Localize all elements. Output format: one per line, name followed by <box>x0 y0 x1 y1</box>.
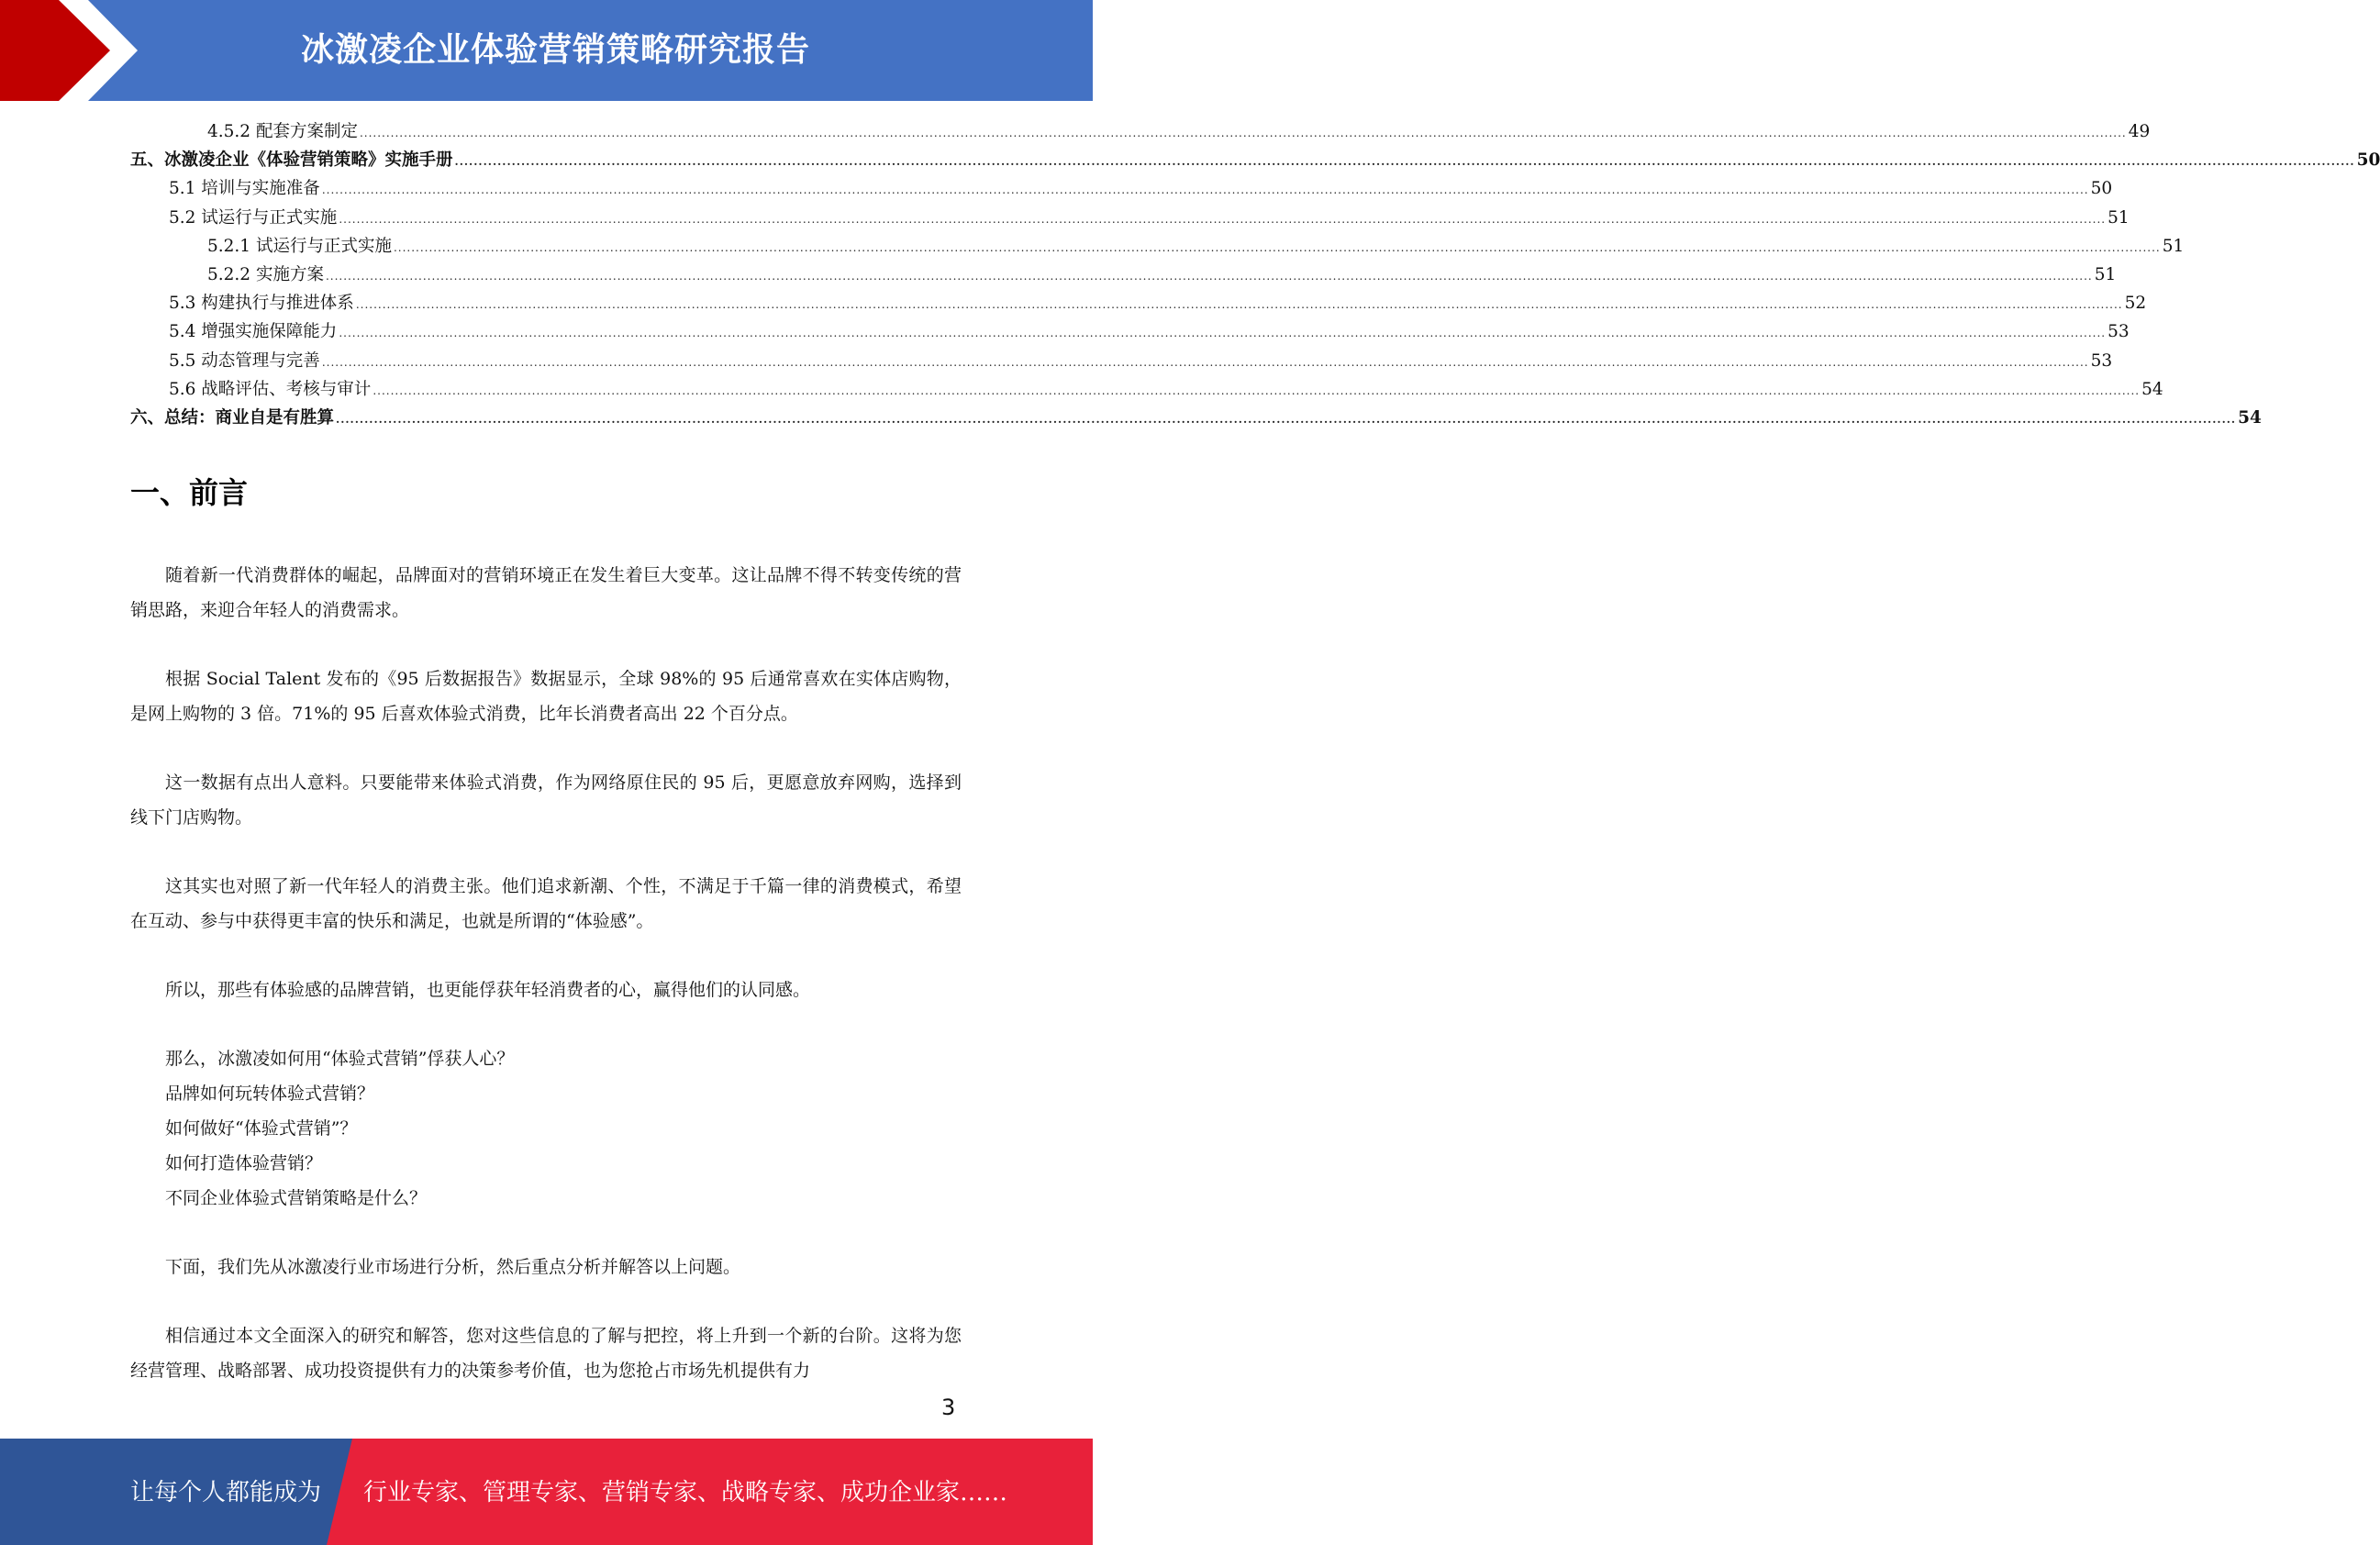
table-of-contents <box>130 117 2380 432</box>
toc-leader-dots: ................................................................................................................................................................................................................................................................................................................................................................................................................ <box>325 269 2093 283</box>
toc-entry[interactable] <box>130 261 2117 289</box>
page-number: 3 <box>941 1395 956 1420</box>
question-item: 如何打造体验营销？ <box>165 1153 323 1173</box>
toc-leader-dots: ................................................................................................................................................................................................................................................................................................................................................................................................................ <box>336 412 2237 426</box>
footer-slogan-left: 让每个人都能成为 <box>130 1479 322 1506</box>
toc-entry[interactable] <box>130 375 2163 404</box>
body-text <box>130 558 962 1422</box>
toc-entry-label: 五、冰激凌企业《体验营销策略》实施手册 <box>130 150 453 171</box>
toc-entry-page: 51 <box>2094 264 2117 284</box>
toc-entry[interactable] <box>130 117 2151 146</box>
toc-leader-dots: ................................................................................................................................................................................................................................................................................................................................................................................................................ <box>321 355 2089 369</box>
toc-entry-page: 54 <box>2141 379 2163 399</box>
toc-entry-label: 5.1 培训与实施准备 <box>169 179 320 199</box>
question-list <box>130 1041 962 1216</box>
toc-entry-page: 50 <box>2090 179 2113 199</box>
toc-entry-label: 5.2.1 试运行与正式实施 <box>207 236 392 256</box>
section-heading: 一、前言 <box>130 475 249 510</box>
toc-entry[interactable] <box>130 317 2130 346</box>
paragraph: 相信通过本文全面深入的研究和解答，您对这些信息的了解与把控，将上升到一个新的台阶。这将为您经营管理、战略部署、成功投资提供有力的决策参考价值，也为您抢占市场先机提供有力 <box>130 1326 962 1381</box>
toc-entry[interactable] <box>130 146 2380 174</box>
toc-entry-label: 5.6 战略评估、考核与审计 <box>169 379 372 399</box>
toc-leader-dots: ................................................................................................................................................................................................................................................................................................................................................................................................................ <box>373 383 2141 397</box>
report-title: 冰激凌企业体验营销策略研究报告 <box>300 31 810 69</box>
paragraph: 下面，我们先从冰激凌行业市场进行分析，然后重点分析并解答以上问题。 <box>165 1257 741 1277</box>
toc-entry-page: 50 <box>2356 150 2380 171</box>
paragraph: 随着新一代消费群体的崛起，品牌面对的营销环境正在发生着巨大变革。这让品牌不得不转变传统的营销思路，来迎合年轻人的消费需求。 <box>130 565 962 620</box>
toc-entry-label: 4.5.2 配套方案制定 <box>207 122 358 141</box>
toc-leader-dots: ................................................................................................................................................................................................................................................................................................................................................................................................................ <box>339 327 2107 340</box>
toc-entry-page: 53 <box>2108 322 2130 342</box>
toc-entry-page: 54 <box>2238 407 2262 428</box>
toc-entry-label: 5.2.2 实施方案 <box>207 264 324 284</box>
toc-leader-dots: ................................................................................................................................................................................................................................................................................................................................................................................................................ <box>355 298 2123 312</box>
paragraph: 这一数据有点出人意料。只要能带来体验式消费，作为网络原住民的 95 后，更愿意放弃网购，选择到线下门店购物。 <box>130 772 962 828</box>
toc-entry-page: 53 <box>2090 350 2113 371</box>
toc-entry-label: 5.5 动态管理与完善 <box>169 350 320 371</box>
question-item: 不同企业体验式营销策略是什么？ <box>165 1188 428 1208</box>
toc-entry-page: 49 <box>2128 122 2151 141</box>
paragraph: 所以，那些有体验感的品牌营销，也更能俘获年轻消费者的心，赢得他们的认同感。 <box>165 980 811 1000</box>
toc-entry-label: 5.4 增强实施保障能力 <box>169 322 338 342</box>
question-item: 那么，冰激凌如何用“体验式营销”俘获人心？ <box>165 1049 515 1069</box>
question-item: 品牌如何玩转体验式营销？ <box>165 1084 375 1104</box>
page-footer <box>0 1439 1093 1545</box>
toc-leader-dots: ................................................................................................................................................................................................................................................................................................................................................................................................................ <box>454 155 2355 169</box>
toc-entry-label: 5.3 构建执行与推进体系 <box>169 294 354 314</box>
question-item: 如何做好“体验式营销”？ <box>165 1118 358 1139</box>
toc-entry-page: 51 <box>2108 207 2130 228</box>
toc-leader-dots: ................................................................................................................................................................................................................................................................................................................................................................................................................ <box>321 183 2089 197</box>
footer-slogan-right: 行业专家、管理专家、营销专家、战略专家、成功企业家…… <box>363 1479 1008 1506</box>
toc-entry[interactable] <box>130 204 2130 232</box>
toc-leader-dots: ................................................................................................................................................................................................................................................................................................................................................................................................................ <box>393 240 2161 254</box>
toc-entry[interactable] <box>130 289 2147 317</box>
toc-entry[interactable] <box>130 232 2185 261</box>
page-header <box>0 0 1093 101</box>
toc-entry-label: 六、总结：商业自是有胜算 <box>130 407 335 428</box>
toc-entry[interactable] <box>130 174 2113 203</box>
toc-entry-page: 52 <box>2124 294 2147 314</box>
toc-entry-label: 5.2 试运行与正式实施 <box>169 207 338 228</box>
toc-entry[interactable] <box>130 347 2113 375</box>
paragraph: 根据 Social Talent 发布的《95 后数据报告》数据显示，全球 98%的 95 后通常喜欢在实体店购物，是网上购物的 3 倍。71%的 95 后喜欢体验式消费，比年长消费者高出 22 个百分点。 <box>130 669 962 724</box>
toc-entry[interactable] <box>130 404 2262 432</box>
paragraph: 这其实也对照了新一代年轻人的消费主张。他们追求新潮、个性，不满足于千篇一律的消费模式，希望在互动、参与中获得更丰富的快乐和满足，也就是所谓的“体验感”。 <box>130 876 962 931</box>
toc-leader-dots: ................................................................................................................................................................................................................................................................................................................................................................................................................ <box>359 127 2127 139</box>
toc-entry-page: 51 <box>2162 236 2185 256</box>
toc-leader-dots: ................................................................................................................................................................................................................................................................................................................................................................................................................ <box>339 212 2107 226</box>
